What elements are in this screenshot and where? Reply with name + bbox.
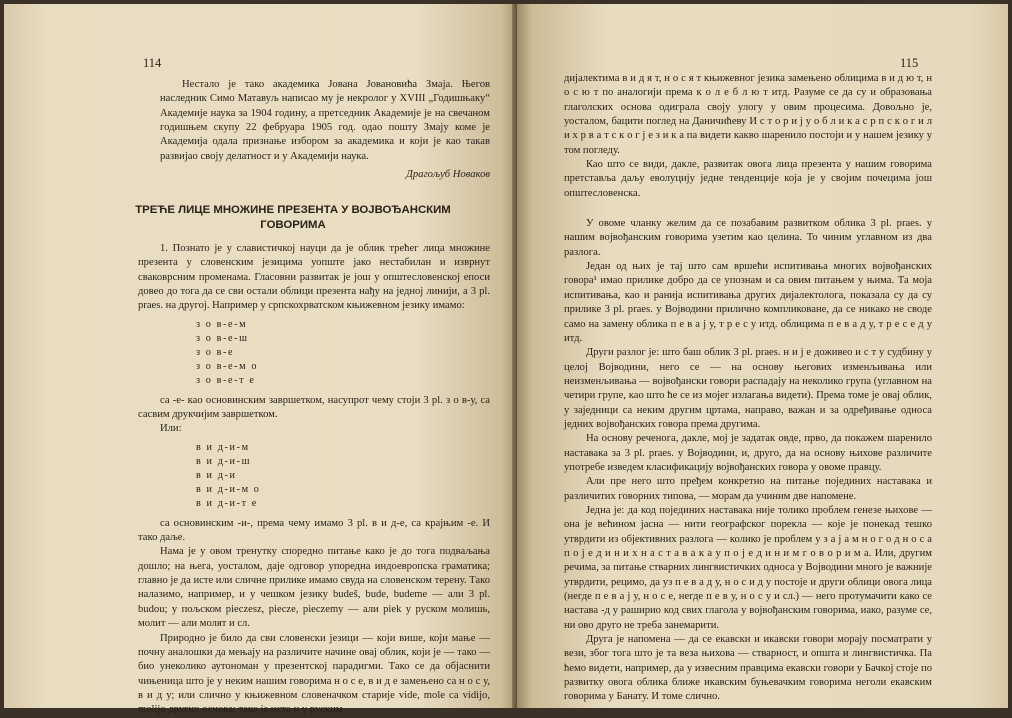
page-number-right: 115 bbox=[900, 56, 919, 70]
conjugation-list-zovem bbox=[196, 318, 490, 388]
author-signature: Драгољуб Новаков bbox=[406, 169, 490, 181]
paragraph: са основинским -и-, према чему имамо 3 pl. в и д-е, са крајњим -е. И тако даље. bbox=[138, 517, 490, 544]
paragraph: дијалектима в и д я т, н о с я т књижевног језика замењено облицима в и д ю т, н о с ю т по аналогији према к о л е б л ю т итд. Разуме се да су и образовања глаголских основа одиграла своју улогу у овим процесима. Довољно је, уосталом, бацити поглед на Даничићеву И с т о р и ј у о б л и к а с р п с к о г и л и х р в а т с к о г ј е з и к а па видети какво шаренило постоји и у нашем језику у том погледу. bbox=[564, 73, 932, 156]
paragraph: На основу реченога, дакле, мој је задатак овде, прво, да покажем шаренило наставака за 3 pl. praes. у Војводини, и, друго, да на основу њихове различите употребе изведем класификацију војвођанских говора у овоме правцу. bbox=[564, 433, 932, 473]
paragraph: 1. Познато је у славистичкој науци да је облик трећег лица множине презента у словенским језицима уопште јако нестабилан и изврнут сваковрсним променама. Гласовни развитак је још у општесловенској епоси довео до тога да се сви остали облици презента нађу на једној линији, а 3 pl. praes. на другој. Например у српскохрватском књижевном језику имамо: bbox=[138, 243, 490, 312]
intro-paragraph: Нестало је тако академика Јована Јовановића Змаја. Његов наследник Симо Матавуљ написао му је некролог у XVIII „Годишњаку“ Академије наука за 1904 годину, а претседник Академије је на свечаном годишњем скупу 22 фебруара 1905 год. одао пошту Змају коме је Академија одала признање избором за академика и који је као такав развијао своју делатност и у Академији наука. bbox=[160, 79, 490, 162]
section-gap bbox=[564, 201, 932, 217]
form-item: в и д-и-м о bbox=[196, 483, 261, 495]
form-item: з о в-е-м о bbox=[196, 360, 259, 372]
form-item: з о в-е-т е bbox=[196, 374, 256, 386]
intro-section bbox=[160, 78, 490, 182]
page-number-left: 114 bbox=[143, 56, 162, 70]
paragraph: Друга је напомена — да се екавски и икавски говори морају посматрати у вези, због тога што је та веза њихова — стварност, и општа и лингвистичка. Па ћемо видети, например, да у извесним правцима екавски говори у Бачкој стоје по развитку овога облика ближе икавским буњевачким говорима неголи екавским говорима у Банату. И томе слично. bbox=[564, 634, 932, 703]
paragraph: Нама је у овом тренутку споредно питање како је до тога подваљања дошло; на њега, уосталом, даје одговор упоредна индоевропска граматика; главно је да исте или сличне прилике имамо свуда на словенском терену. Тако налазимо, например, и у чешком језику budeš, bude, budeme — али 3 pl. budou; у пољском pieczesz, piecze, pieczemy — али piek у руском молишь, молит — али молят и сл. bbox=[138, 546, 490, 630]
paragraph: Једна је: да код појединих наставака није толико проблем генезе њихове — она је већином јасна — нити географског порекла — које је понекад тешко утврдити из објективних разлога — колико је проблем у з а ј а м н о г о д н о с а п о ј е д и н и х н а с т а в а к а у п о ј е д и н и м г о в о р и м а. Или, другим речима, за питање стварних лингвистичких односа у Војводини много је важније утврдити, рецимо, да уз п е в а д у, н о с и д у постоје и други облици овога лица (негде п е в а ј у, н о с е, негде п е в у, н о с у и сл.) — него протумачити како се настава -д у раширио код свих глагола у војвођанским говорима, иако, разуме се, ни ово друго не треба занемарити. bbox=[564, 504, 932, 631]
paragraph: Природно је било да сви словенски језици — који више, који мање — почну аналошки да мењају на различите начине овај облик, који је — тако — био унеколико аутономан у презентској парадигми. Тако се да објаснити чињеница што је у неким нашим говорима н о с е, в и д е замењено са н о с у, в и д у; или слично у књижевном словеначком старије vide, mole са vidijo, molijo других основа; тако је исто и у руским bbox=[138, 632, 490, 716]
paragraph: Као што се види, дакле, развитак овога лица презента у нашим говорима претставља даљу еволуцију једне тенденције која је у својим почецима још општесловенска. bbox=[564, 159, 932, 199]
form-item: в и д-и-ш bbox=[196, 455, 252, 467]
conjugation-list-vidim bbox=[196, 441, 490, 511]
paragraph: Али пре него што пређем конкретно на питање појединих наставака и различитих говорних типова, — морам да учиним две напомене. bbox=[564, 476, 932, 502]
left-page bbox=[4, 4, 517, 716]
paragraph: У овоме чланку желим да се позабавим развитком облика 3 pl. praes. у нашим војвођанским говорима узетим као целина. То чиним углавном из два разлога. bbox=[564, 218, 932, 258]
form-item: в и д-и-т е bbox=[196, 497, 258, 509]
form-item: з о в-е-ш bbox=[196, 332, 249, 344]
left-body bbox=[138, 242, 490, 718]
form-item: з о в-е bbox=[196, 346, 235, 358]
right-body bbox=[564, 72, 932, 705]
form-item: з о в-е-м bbox=[196, 318, 248, 330]
paragraph: са -е- као основинским завршетком, насупрот чему стоји 3 pl. з о в-у, са сасвим друкчијим завршетком. bbox=[138, 394, 490, 421]
article-heading: ТРЕЋЕ ЛИЦЕ МНОЖИНЕ ПРЕЗЕНТА У ВОЈВОЂАНСКИМ ГОВОРИМА bbox=[135, 204, 451, 231]
form-item: в и д-и-м bbox=[196, 441, 250, 453]
paragraph: Један од њих је тај што сам вршећи испитивања многих војвођанских говора¹ имао прилике добро да се упознам и са овим питањем у њима. Та моја испитивања, као и ранија испитивања других дијалектолога, показала су да су прилике 3 pl. praes. у Војводини прилично компликоване, да се никако не своде само на замену облика п е в а ј у, т р е с у итд. облицима п е в а д у, т р е с е д у итд. bbox=[564, 261, 932, 344]
book-spread bbox=[4, 4, 1008, 716]
form-item: в и д-и bbox=[196, 469, 237, 481]
paragraph: Или: bbox=[160, 423, 182, 435]
right-page bbox=[517, 4, 1008, 708]
paragraph: Други разлог је: што баш облик 3 pl. praes. н и ј е доживео и с т у судбину у целој Војводини, него се — на основу његових изменљивања или неизменљивања — војвођански говори распадају на неколико група (углавном на четири групе, као што ће се из мојег излагања видети). Према томе је овај облик, у заједници са неким другим цртама, направо, важан и за одређивање односа једних војвођанских говора према другима. bbox=[564, 347, 932, 430]
